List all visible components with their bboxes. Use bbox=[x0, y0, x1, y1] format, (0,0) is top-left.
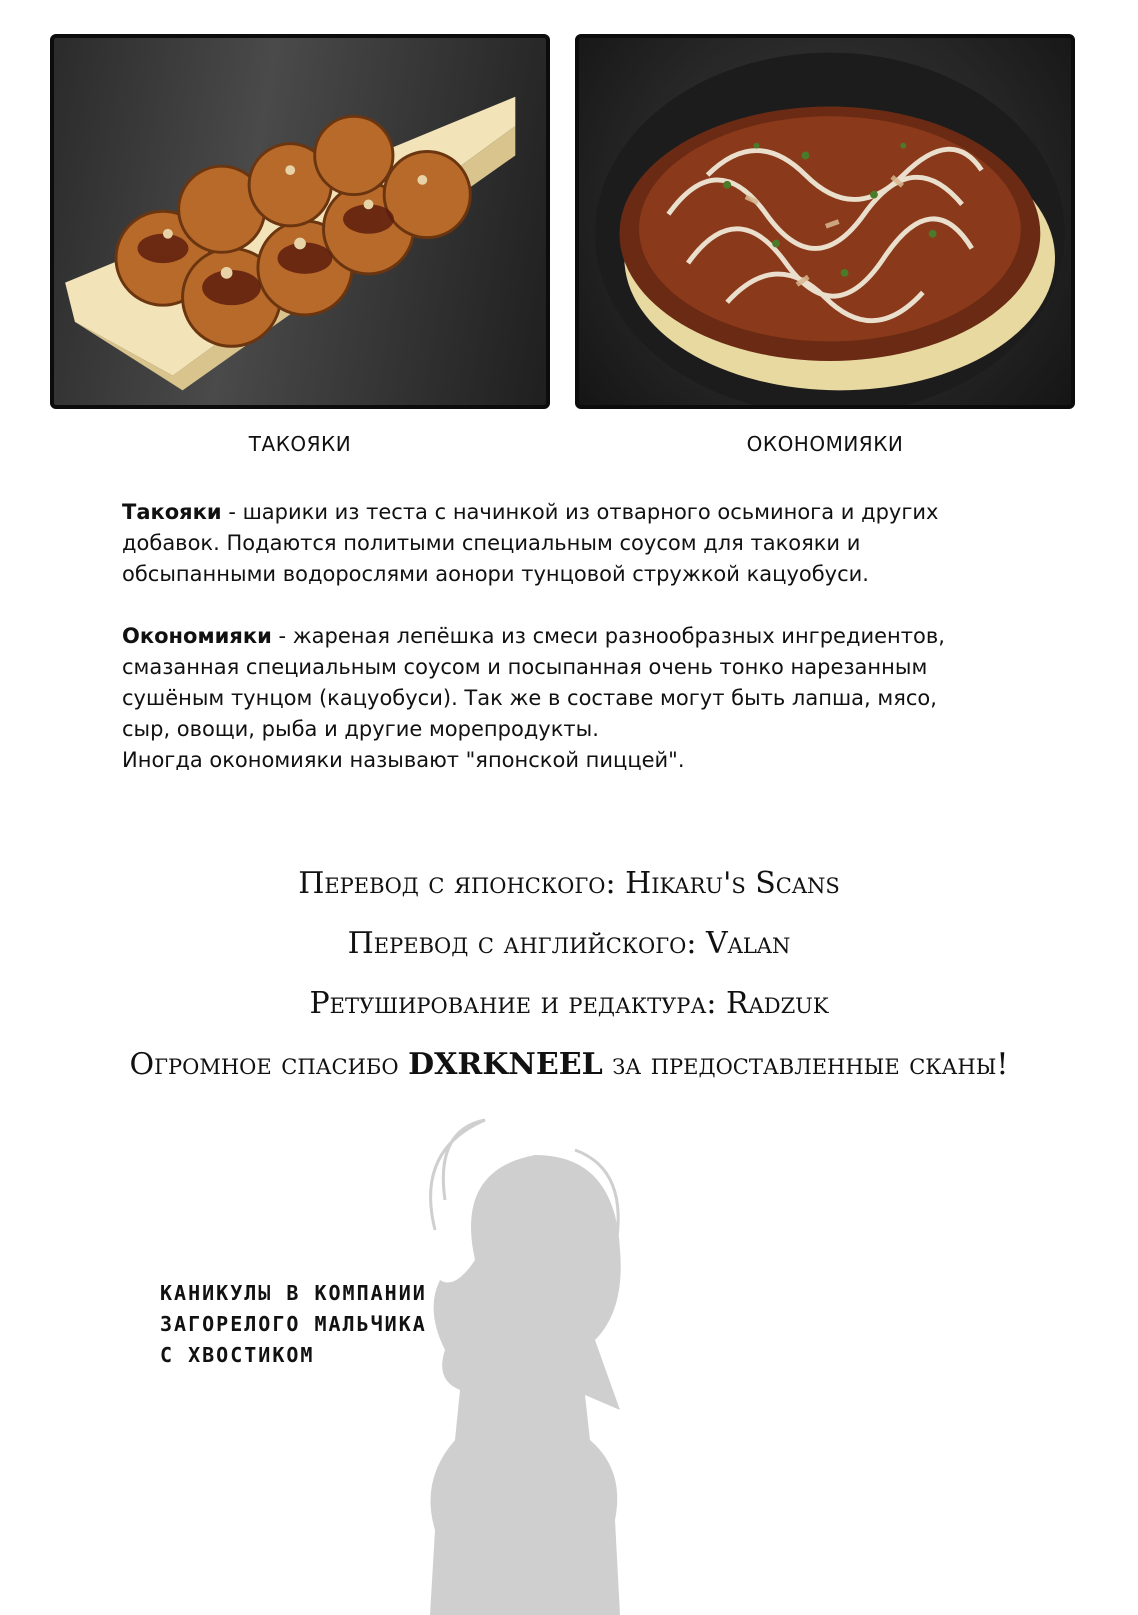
manga-title-logo bbox=[160, 1278, 427, 1371]
okonomiyaki-text: - жареная лепёшка из смеси разнообразных ингредиентов, смазанная специальным соусом и посыпанная очень тонко нарезанным сушёным тунцом (кацуобуси). Так же в составе могут быть лапша, мясо, сыр, овощи, рыба и другие морепродукты. bbox=[122, 624, 945, 741]
okonomiyaki-illustration bbox=[579, 38, 1071, 405]
logo-line-1: КАНИКУЛЫ В КОМПАНИИ bbox=[160, 1281, 427, 1305]
logo-line-2: ЗАГОРЕЛОГО МАЛЬЧИКА bbox=[160, 1312, 427, 1336]
takoyaki-term: Такояки bbox=[122, 500, 222, 524]
character-silhouette bbox=[415, 1110, 675, 1615]
credit-thanks bbox=[0, 1047, 1138, 1082]
takoyaki-caption: ТАКОЯКИ bbox=[248, 432, 352, 456]
logo-line-3: С ХВОСТИКОМ bbox=[160, 1343, 315, 1367]
credit-thanks-name: DXRKNEEL bbox=[408, 1047, 603, 1082]
takoyaki-text: - шарики из теста с начинкой из отварного осьминога и других добавок. Подаются политыми специальным соусом для такояки и обсыпанными водорослями аонори тунцовой стружкой кацуобуси. bbox=[122, 500, 939, 586]
credit-retouch-edit: Ретуширование и редактура: Radzuk bbox=[309, 986, 829, 1021]
takoyaki-illustration bbox=[54, 38, 546, 405]
credit-japanese-translation: Перевод с японского: Hikaru's Scans bbox=[298, 866, 840, 901]
credit-thanks-post: за предоставленные сканы! bbox=[602, 1047, 1009, 1082]
okonomiyaki-description bbox=[122, 621, 982, 776]
takoyaki-description bbox=[122, 497, 982, 590]
credit-english-translation: Перевод с английского: Valan bbox=[347, 926, 791, 961]
okonomiyaki-photo bbox=[575, 34, 1075, 409]
okonomiyaki-term: Окономияки bbox=[122, 624, 272, 648]
takoyaki-photo bbox=[50, 34, 550, 409]
okonomiyaki-caption: ОКОНОМИЯКИ bbox=[746, 432, 904, 456]
credit-thanks-pre: Огромное спасибо bbox=[129, 1047, 409, 1082]
okonomiyaki-extra: Иногда окономияки называют "японской пиццей". bbox=[122, 748, 685, 772]
